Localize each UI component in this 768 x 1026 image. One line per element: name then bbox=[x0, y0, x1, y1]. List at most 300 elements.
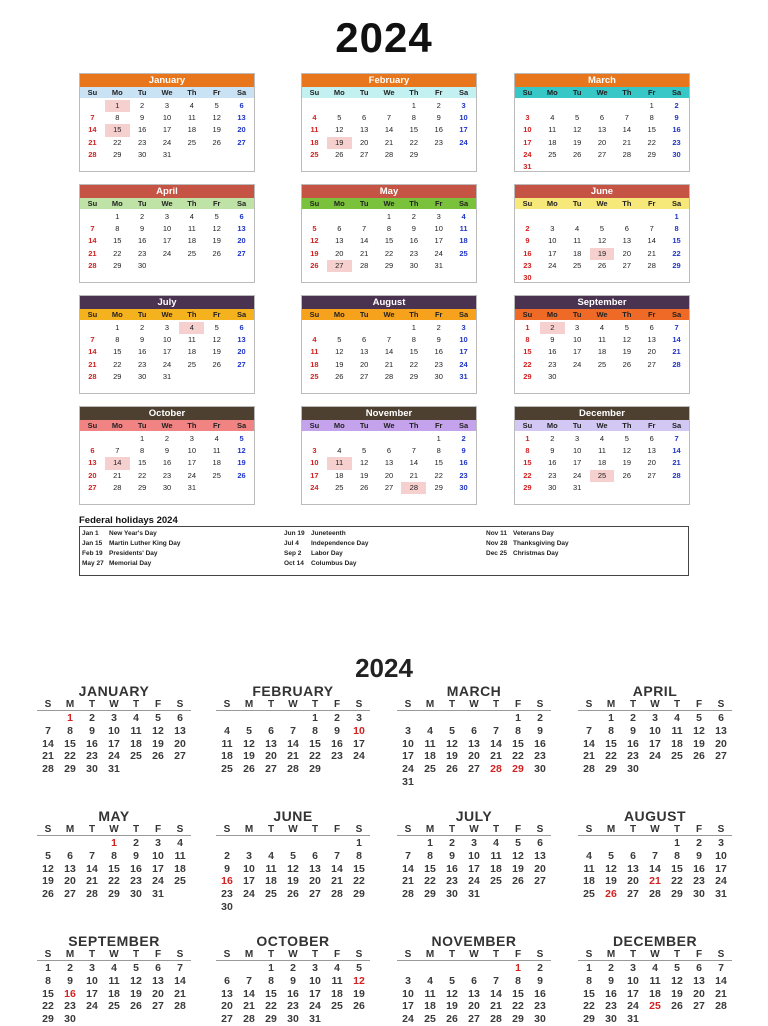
day-cell: 27 bbox=[647, 359, 656, 369]
day-cell: 26 bbox=[359, 482, 369, 492]
day-cell: 31 bbox=[162, 149, 172, 159]
day-cell: 29 bbox=[512, 1013, 524, 1026]
day-cell: 12 bbox=[693, 724, 705, 737]
weekday-label: F bbox=[695, 699, 703, 710]
day-cell: 26 bbox=[446, 763, 458, 776]
holiday-entry bbox=[284, 559, 486, 569]
holiday-entry bbox=[284, 549, 486, 559]
day-cell: 4 bbox=[214, 434, 219, 443]
day-cell: 21 bbox=[359, 248, 369, 258]
day-cell: 31 bbox=[523, 161, 532, 171]
holiday-name: Christmas Day bbox=[513, 550, 559, 557]
month-name: OCTOBER bbox=[256, 933, 330, 949]
day-cell: 27 bbox=[237, 359, 246, 369]
day-cell: 18 bbox=[572, 248, 582, 258]
day-cell: 25 bbox=[174, 875, 186, 888]
day-cell: 7 bbox=[405, 849, 411, 862]
day-cell: 2 bbox=[436, 323, 441, 332]
day-cell: 30 bbox=[137, 149, 147, 159]
day-cell: 27 bbox=[88, 482, 97, 492]
weekday-label: We bbox=[383, 310, 395, 319]
day-cell: 11 bbox=[221, 737, 233, 750]
day-cell: 3 bbox=[155, 837, 161, 849]
empty-day-cell bbox=[37, 712, 59, 725]
weekday-header-row bbox=[37, 949, 191, 961]
weekday-label: M bbox=[244, 949, 254, 960]
day-cell: 17 bbox=[572, 347, 582, 357]
highlighted-day-cell: 21 bbox=[649, 875, 661, 888]
day-cell: 13 bbox=[534, 849, 546, 862]
day-cell: 31 bbox=[627, 1013, 639, 1026]
day-cell: 2 bbox=[525, 224, 530, 234]
days-grid bbox=[216, 837, 370, 914]
day-cell: 16 bbox=[137, 125, 147, 135]
day-cell: 4 bbox=[224, 724, 230, 737]
day-cell: 21 bbox=[672, 347, 681, 357]
days-grid bbox=[578, 712, 732, 776]
day-cell: 10 bbox=[152, 849, 164, 862]
empty-day-cell bbox=[282, 712, 304, 725]
month-block-march bbox=[514, 73, 690, 172]
day-cell: 19 bbox=[622, 347, 632, 357]
day-cell: 25 bbox=[331, 1000, 343, 1013]
weekday-label: Mo bbox=[111, 310, 123, 319]
holiday-date: Nov 28 bbox=[486, 540, 508, 547]
day-cell: 29 bbox=[113, 260, 122, 270]
day-cell: 13 bbox=[384, 458, 394, 468]
weekday-header-row bbox=[80, 420, 254, 431]
day-cell: 19 bbox=[512, 862, 524, 875]
weekday-label: T bbox=[448, 699, 456, 710]
day-cell: 12 bbox=[605, 862, 617, 875]
month-block-july bbox=[397, 808, 551, 901]
day-cell: 7 bbox=[334, 849, 340, 862]
day-cell: 18 bbox=[187, 125, 197, 135]
day-cell: 25 bbox=[572, 260, 582, 270]
weekday-label: Th bbox=[187, 199, 197, 208]
day-cell: 25 bbox=[187, 137, 197, 147]
day-cell: 21 bbox=[287, 750, 299, 763]
weekday-header-row bbox=[80, 87, 254, 98]
day-cell: 13 bbox=[335, 236, 344, 246]
day-cell: 14 bbox=[174, 974, 186, 987]
day-cell: 19 bbox=[353, 987, 365, 1000]
day-cell: 12 bbox=[42, 862, 54, 875]
day-cell: 14 bbox=[384, 347, 394, 357]
day-cell: 23 bbox=[86, 750, 98, 763]
weekday-header-row bbox=[578, 949, 732, 961]
empty-day-cell bbox=[282, 837, 304, 850]
day-cell: 27 bbox=[174, 750, 186, 763]
highlighted-day-cell: 28 bbox=[490, 763, 502, 776]
day-cell: 8 bbox=[45, 974, 51, 987]
day-cell: 20 bbox=[237, 125, 246, 135]
weekday-label: Fr bbox=[434, 310, 443, 319]
weekday-label: Tu bbox=[359, 421, 369, 430]
day-cell: 17 bbox=[402, 750, 414, 763]
day-cell: 29 bbox=[265, 1013, 277, 1026]
day-cell: 3 bbox=[246, 849, 252, 862]
day-cell: 13 bbox=[174, 724, 186, 737]
day-cell: 24 bbox=[402, 1013, 414, 1026]
holiday-date: Oct 14 bbox=[284, 560, 304, 567]
day-cell: 4 bbox=[189, 101, 194, 110]
empty-day-cell bbox=[644, 837, 666, 850]
day-cell: 3 bbox=[164, 323, 170, 332]
weekday-header-row bbox=[515, 420, 689, 431]
day-cell: 20 bbox=[534, 862, 546, 875]
weekday-label: We bbox=[383, 199, 395, 208]
day-cell: 1 bbox=[411, 323, 416, 332]
holiday-entry bbox=[284, 539, 486, 549]
day-cell: 19 bbox=[446, 1000, 458, 1013]
weekday-label: S bbox=[536, 949, 544, 960]
day-cell: 7 bbox=[624, 113, 629, 123]
weekday-label: F bbox=[333, 824, 341, 835]
weekday-label: T bbox=[448, 949, 456, 960]
day-cell: 26 bbox=[622, 470, 632, 480]
empty-day-cell bbox=[441, 962, 463, 975]
day-cell: 18 bbox=[331, 987, 343, 1000]
day-cell: 7 bbox=[89, 849, 95, 862]
day-cell: 19 bbox=[130, 987, 142, 1000]
day-cell: 20 bbox=[693, 987, 705, 1000]
days-grid bbox=[37, 962, 191, 1026]
day-cell: 28 bbox=[88, 149, 97, 159]
weekday-label: W bbox=[109, 824, 119, 835]
day-cell: 1 bbox=[411, 101, 416, 110]
day-cell: 26 bbox=[335, 371, 344, 381]
day-cell: 5 bbox=[624, 323, 629, 332]
weekday-label: We bbox=[161, 421, 173, 430]
day-cell: 1 bbox=[525, 323, 530, 332]
day-cell: 2 bbox=[537, 962, 543, 974]
holidays-column bbox=[284, 529, 486, 575]
weekday-label: Fr bbox=[212, 310, 221, 319]
weekday-label: F bbox=[333, 949, 341, 960]
day-cell: 31 bbox=[187, 482, 197, 492]
day-cell: 29 bbox=[409, 371, 419, 381]
day-cell: 11 bbox=[310, 347, 319, 357]
weekday-label: Fr bbox=[434, 88, 443, 97]
weekday-label: T bbox=[311, 824, 319, 835]
day-cell: 29 bbox=[647, 149, 656, 159]
day-cell: 2 bbox=[140, 212, 145, 221]
month-block-january bbox=[37, 683, 191, 776]
empty-day-cell bbox=[463, 962, 485, 975]
day-cell: 5 bbox=[515, 837, 521, 849]
day-cell: 14 bbox=[88, 236, 97, 246]
day-cell: 16 bbox=[548, 347, 557, 357]
day-cell: 28 bbox=[647, 260, 656, 270]
day-cell: 27 bbox=[152, 1000, 164, 1013]
day-cell: 27 bbox=[359, 371, 369, 381]
day-cell: 17 bbox=[548, 248, 557, 258]
weekday-label: S bbox=[355, 699, 363, 710]
day-cell: 15 bbox=[605, 737, 617, 750]
weekday-label: W bbox=[288, 949, 298, 960]
weekday-label: We bbox=[161, 199, 173, 208]
day-cell: 3 bbox=[525, 113, 530, 123]
empty-day-cell bbox=[600, 837, 622, 850]
day-cell: 10 bbox=[402, 737, 414, 750]
day-cell: 10 bbox=[108, 724, 120, 737]
empty-day-cell bbox=[377, 433, 402, 445]
holiday-date: Nov 11 bbox=[486, 530, 507, 537]
day-cell: 26 bbox=[243, 763, 255, 776]
day-cell: 7 bbox=[45, 724, 51, 737]
holiday-day-cell: 27 bbox=[327, 260, 352, 272]
day-cell: 13 bbox=[627, 862, 639, 875]
day-cell: 11 bbox=[310, 125, 319, 135]
day-cell: 10 bbox=[548, 236, 557, 246]
day-cell: 12 bbox=[335, 125, 344, 135]
weekday-label: Mo bbox=[333, 310, 345, 319]
day-cell: 20 bbox=[152, 987, 164, 1000]
day-cell: 21 bbox=[42, 750, 54, 763]
day-cell: 20 bbox=[174, 737, 186, 750]
day-cell: 13 bbox=[64, 862, 76, 875]
weekday-label: Tu bbox=[137, 310, 147, 319]
day-cell: 11 bbox=[598, 446, 606, 456]
day-cell: 2 bbox=[164, 434, 170, 443]
month-block-january bbox=[79, 73, 255, 172]
weekday-label: Su bbox=[309, 310, 320, 319]
day-cell: 21 bbox=[672, 458, 681, 468]
weekday-label: M bbox=[425, 949, 435, 960]
days-grid bbox=[397, 837, 551, 901]
day-cell: 1 bbox=[115, 323, 120, 332]
weekday-header-row bbox=[216, 699, 370, 711]
day-cell: 14 bbox=[622, 125, 632, 135]
month-name: NOVEMBER bbox=[431, 933, 517, 949]
holiday-name: Presidents' Day bbox=[109, 550, 158, 557]
day-cell: 10 bbox=[162, 224, 172, 234]
day-cell: 10 bbox=[649, 724, 661, 737]
empty-day-cell bbox=[304, 837, 326, 850]
day-cell: 28 bbox=[88, 260, 97, 270]
day-cell: 28 bbox=[42, 763, 54, 776]
day-cell: 26 bbox=[335, 149, 344, 159]
day-cell: 25 bbox=[671, 750, 683, 763]
day-cell: 27 bbox=[468, 763, 480, 776]
day-cell: 9 bbox=[525, 236, 530, 246]
day-cell: 28 bbox=[583, 763, 595, 776]
weekday-label: We bbox=[596, 88, 608, 97]
weekday-label: We bbox=[596, 421, 608, 430]
day-cell: 20 bbox=[715, 737, 727, 750]
weekday-label: F bbox=[333, 699, 341, 710]
day-cell: 25 bbox=[212, 470, 221, 480]
day-cell: 7 bbox=[362, 224, 367, 234]
day-cell: 23 bbox=[287, 1000, 299, 1013]
day-cell: 7 bbox=[718, 962, 724, 974]
day-cell: 3 bbox=[164, 101, 170, 110]
holiday-name: Labor Day bbox=[311, 550, 343, 557]
month-block-july bbox=[79, 295, 255, 394]
day-cell: 25 bbox=[548, 149, 557, 159]
holiday-entry bbox=[486, 529, 688, 539]
day-cell: 1 bbox=[586, 962, 592, 974]
day-cell: 24 bbox=[162, 137, 172, 147]
day-cell: 29 bbox=[113, 371, 122, 381]
day-cell: 16 bbox=[672, 125, 681, 135]
day-cell: 30 bbox=[409, 260, 419, 270]
weekday-label: W bbox=[288, 699, 298, 710]
day-cell: 27 bbox=[359, 149, 369, 159]
day-cell: 8 bbox=[268, 974, 274, 987]
day-cell: 26 bbox=[597, 260, 607, 270]
month-name: MAY bbox=[98, 808, 130, 824]
day-cell: 18 bbox=[459, 236, 468, 246]
weekday-label: Mo bbox=[546, 88, 558, 97]
holiday-day-cell: 19 bbox=[590, 248, 615, 260]
weekday-label: W bbox=[109, 699, 119, 710]
day-cell: 11 bbox=[671, 724, 683, 737]
day-cell: 12 bbox=[212, 335, 221, 345]
day-cell: 17 bbox=[715, 862, 727, 875]
weekday-label: T bbox=[88, 949, 96, 960]
empty-day-cell bbox=[578, 837, 600, 850]
day-cell: 23 bbox=[221, 888, 233, 901]
month-block-october bbox=[216, 933, 370, 1026]
day-cell: 3 bbox=[550, 224, 555, 234]
empty-day-cell bbox=[59, 837, 81, 850]
weekday-label: We bbox=[161, 88, 173, 97]
weekday-label: Su bbox=[309, 199, 320, 208]
day-cell: 1 bbox=[115, 212, 120, 221]
day-cell: 14 bbox=[88, 125, 97, 135]
day-cell: 11 bbox=[548, 125, 557, 135]
weekday-label: W bbox=[288, 824, 298, 835]
day-cell: 22 bbox=[113, 359, 122, 369]
day-cell: 12 bbox=[446, 987, 458, 1000]
day-cell: 17 bbox=[162, 236, 172, 246]
day-cell: 3 bbox=[471, 837, 477, 849]
day-cell: 4 bbox=[427, 724, 433, 737]
day-cell: 18 bbox=[187, 236, 197, 246]
weekday-label: T bbox=[629, 949, 637, 960]
day-cell: 29 bbox=[309, 763, 321, 776]
days-grid bbox=[578, 837, 732, 901]
empty-day-cell bbox=[540, 211, 565, 223]
day-cell: 20 bbox=[597, 137, 607, 147]
day-cell: 29 bbox=[671, 888, 683, 901]
day-cell: 4 bbox=[550, 113, 555, 123]
weekday-label: Th bbox=[622, 88, 632, 97]
weekday-label: Tu bbox=[137, 199, 147, 208]
day-cell: 15 bbox=[424, 862, 436, 875]
day-cell: 7 bbox=[674, 323, 679, 332]
day-cell: 30 bbox=[605, 1013, 617, 1026]
empty-day-cell bbox=[515, 100, 540, 112]
weekday-label: S bbox=[536, 824, 544, 835]
federal-holidays-section bbox=[79, 515, 689, 576]
day-cell: 9 bbox=[67, 974, 73, 987]
day-cell: 10 bbox=[523, 125, 532, 135]
weekday-label: F bbox=[154, 949, 162, 960]
month-name: SEPTEMBER bbox=[68, 933, 160, 949]
day-cell: 2 bbox=[608, 962, 614, 974]
days-grid bbox=[80, 100, 254, 161]
day-cell: 5 bbox=[696, 712, 702, 724]
weekday-label: Th bbox=[409, 310, 419, 319]
day-cell: 24 bbox=[459, 359, 468, 369]
day-cell: 9 bbox=[537, 724, 543, 737]
weekday-label: Su bbox=[87, 199, 98, 208]
day-cell: 7 bbox=[493, 974, 499, 987]
day-cell: 13 bbox=[468, 987, 480, 1000]
day-cell: 12 bbox=[130, 974, 142, 987]
day-cell: 12 bbox=[237, 446, 246, 456]
day-cell: 27 bbox=[309, 888, 321, 901]
weekday-header-row bbox=[515, 198, 689, 209]
day-cell: 2 bbox=[140, 323, 145, 332]
day-cell: 16 bbox=[331, 737, 343, 750]
day-cell: 3 bbox=[575, 323, 580, 332]
day-cell: 31 bbox=[152, 888, 164, 901]
day-cell: 12 bbox=[310, 236, 319, 246]
day-cell: 19 bbox=[693, 737, 705, 750]
day-cell: 10 bbox=[310, 458, 319, 468]
day-cell: 24 bbox=[310, 482, 319, 492]
day-cell: 2 bbox=[461, 434, 466, 443]
month-name: MARCH bbox=[446, 683, 502, 699]
day-cell: 8 bbox=[525, 446, 530, 456]
day-cell: 20 bbox=[359, 359, 369, 369]
empty-day-cell bbox=[515, 211, 540, 223]
day-cell: 6 bbox=[696, 962, 702, 974]
day-cell: 23 bbox=[162, 470, 172, 480]
day-cell: 5 bbox=[155, 712, 161, 724]
day-cell: 25 bbox=[108, 1000, 120, 1013]
weekday-label: T bbox=[492, 824, 500, 835]
day-cell: 22 bbox=[671, 875, 683, 888]
weekday-header-row bbox=[37, 824, 191, 836]
day-cell: 18 bbox=[174, 862, 186, 875]
day-cell: 28 bbox=[113, 482, 122, 492]
day-cell: 15 bbox=[353, 862, 365, 875]
day-cell: 19 bbox=[212, 347, 221, 357]
day-cell: 9 bbox=[436, 335, 441, 345]
day-cell: 15 bbox=[42, 987, 54, 1000]
weekday-label: Su bbox=[309, 88, 320, 97]
day-cell: 20 bbox=[468, 750, 480, 763]
empty-day-cell bbox=[639, 211, 664, 223]
day-cell: 6 bbox=[624, 224, 629, 234]
day-cell: 3 bbox=[312, 962, 318, 974]
day-cell: 22 bbox=[605, 750, 617, 763]
weekday-label: Su bbox=[309, 421, 320, 430]
weekday-label: Su bbox=[522, 88, 533, 97]
day-cell: 14 bbox=[331, 862, 343, 875]
day-cell: 4 bbox=[133, 712, 139, 724]
day-cell: 27 bbox=[265, 763, 277, 776]
empty-day-cell bbox=[302, 211, 327, 223]
day-cell: 14 bbox=[672, 446, 681, 456]
day-cell: 14 bbox=[402, 862, 414, 875]
day-cell: 31 bbox=[715, 888, 727, 901]
day-cell: 22 bbox=[113, 137, 122, 147]
day-cell: 19 bbox=[335, 359, 344, 369]
weekday-label: Mo bbox=[546, 421, 558, 430]
day-cell: 11 bbox=[331, 974, 343, 987]
day-cell: 28 bbox=[287, 763, 299, 776]
empty-day-cell bbox=[327, 433, 352, 445]
holiday-day-cell: 19 bbox=[327, 137, 352, 149]
days-grid bbox=[37, 837, 191, 901]
holiday-name: Juneteenth bbox=[311, 530, 346, 537]
